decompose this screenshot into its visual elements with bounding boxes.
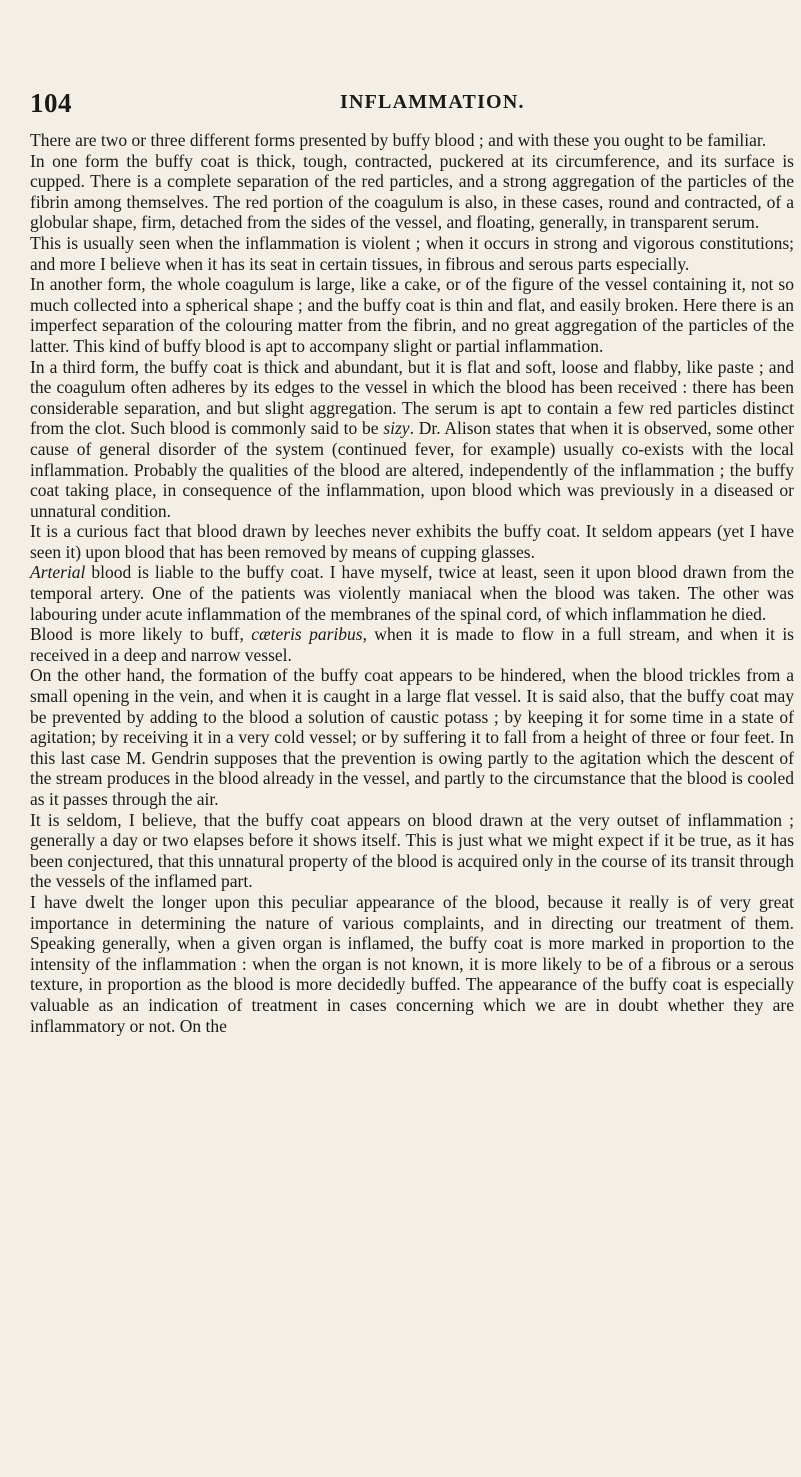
paragraph-text: Blood is more likely to buff, — [30, 624, 252, 645]
paragraph: I have dwelt the longer upon this peculiar appearance of the blood, because it really is of very great importance in determining the nature of various complaints, and in directing our treatment of them. Speaking generally, when a given organ is inflamed, the buffy coat is more marked in proportion to the intensity of the inflammation : when the organ is not known, it is more likely to be of a fibrous or a serous texture, in proportion as the blood is more decidedly buffed. The appearance of the buffy coat is especially valuable as an indication of treatment in cases concerning which we are in doubt whether they are inflammatory or not. On the — [30, 891, 794, 1036]
paragraph: In another form, the whole coagulum is large, like a cake, or of the figure of the vessel containing it, not so much collected into a spherical shape ; and the buffy coat is thin and flat, and easily broken. Here there is an imperfect separation of the colouring matter from the fibrin, and no great aggregation of the particles of the latter. This kind of buffy blood is apt to accompany slight or partial inflammation. — [30, 274, 794, 356]
paragraph: It is seldom, I believe, that the buffy coat appears on blood drawn at the very outset of inflammation ; generally a day or two elapses before it shows itself. This is just what we might expect if it be true, as it has been conjectured, that this unnatural property of the blood is acquired only in the course of its transit through the vessels of the inflamed part. — [30, 809, 794, 892]
paragraph — [30, 562, 794, 624]
paragraph: In one form the buffy coat is thick, tough, contracted, puckered at its circumference, and its surface is cupped. There is a complete separation of the red particles, and a strong aggregation of the particles of the fibrin among themselves. The red portion of the coagulum is also, in these cases, round and contracted, of a globular shape, firm, detached from the sides of the vessel, and floating, generally, in transparent serum. — [30, 150, 794, 233]
page-header — [30, 88, 790, 118]
paragraph: This is usually seen when the inflammation is violent ; when it occurs in strong and vigorous constitutions; and more I believe when it has its seat in certain tissues, in fibrous and serous parts especially. — [30, 232, 794, 274]
italic-term: cæteris paribus — [251, 624, 363, 645]
paragraph-text: . Dr. Alison states that when it is observed, some other cause of general disorder of the system (continued fever, for example) usually co-exists with the local inflammation. Probably the qualities of the blood are altered, independently of the inflammation ; the buffy coat taking place, in consequence of the inflammation, upon blood which was previously in a diseased or unnatural condition. — [30, 418, 794, 521]
paragraph: It is a curious fact that blood drawn by leeches never exhibits the buffy coat. It seldom appears (yet I have seen it) upon blood that has been removed by means of cupping glasses. — [30, 521, 794, 562]
paragraph: There are two or three different forms presented by buffy blood ; and with these you ought to be familiar. — [30, 130, 767, 150]
running-head: INFLAMMATION. — [340, 91, 525, 113]
paragraph-text: , when it is made to flow in a full stream, and when it is received in a deep and narrow vessel. — [30, 624, 794, 665]
paragraph-text: In a third form, the buffy coat is thick and abundant, but it is flat and soft, loose and flabby, like paste ; and the coagulum often adheres by its edges to the vessel in which the blood has been received : there has been considerable separation, and but slight aggregation. The serum is apt to contain a few red particles distinct from the clot. Such blood is commonly said to be — [30, 356, 794, 439]
page-number: 104 — [30, 88, 72, 118]
paragraph — [30, 357, 794, 522]
italic-term: sizy — [383, 418, 410, 439]
body-text — [30, 130, 794, 1036]
paragraph — [30, 624, 794, 665]
paragraph: On the other hand, the formation of the buffy coat appears to be hindered, when the blood trickles from a small opening in the vein, and when it is caught in a large flat vessel. It is said also, that the buffy coat may be prevented by adding to the blood a solution of caustic potass ; by keeping it for some time in a state of agitation; by receiving it in a very cold vessel; or by suffering it to fall from a height of three or four feet. In this last case M. Gendrin supposes that the prevention is owing partly to the agitation which the descent of the stream produces in the blood already in the vessel, and partly to the circumstance that the blood is cooled as it passes through the air. — [30, 665, 794, 809]
paragraph-text: blood is liable to the buffy coat. I have myself, twice at least, seen it upon blood drawn from the temporal artery. One of the patients was violently maniacal when the blood was taken. The other was labouring under acute inflammation of the membranes of the spinal cord, of which inflammation he died. — [30, 562, 794, 624]
italic-term: Arterial — [30, 562, 86, 583]
